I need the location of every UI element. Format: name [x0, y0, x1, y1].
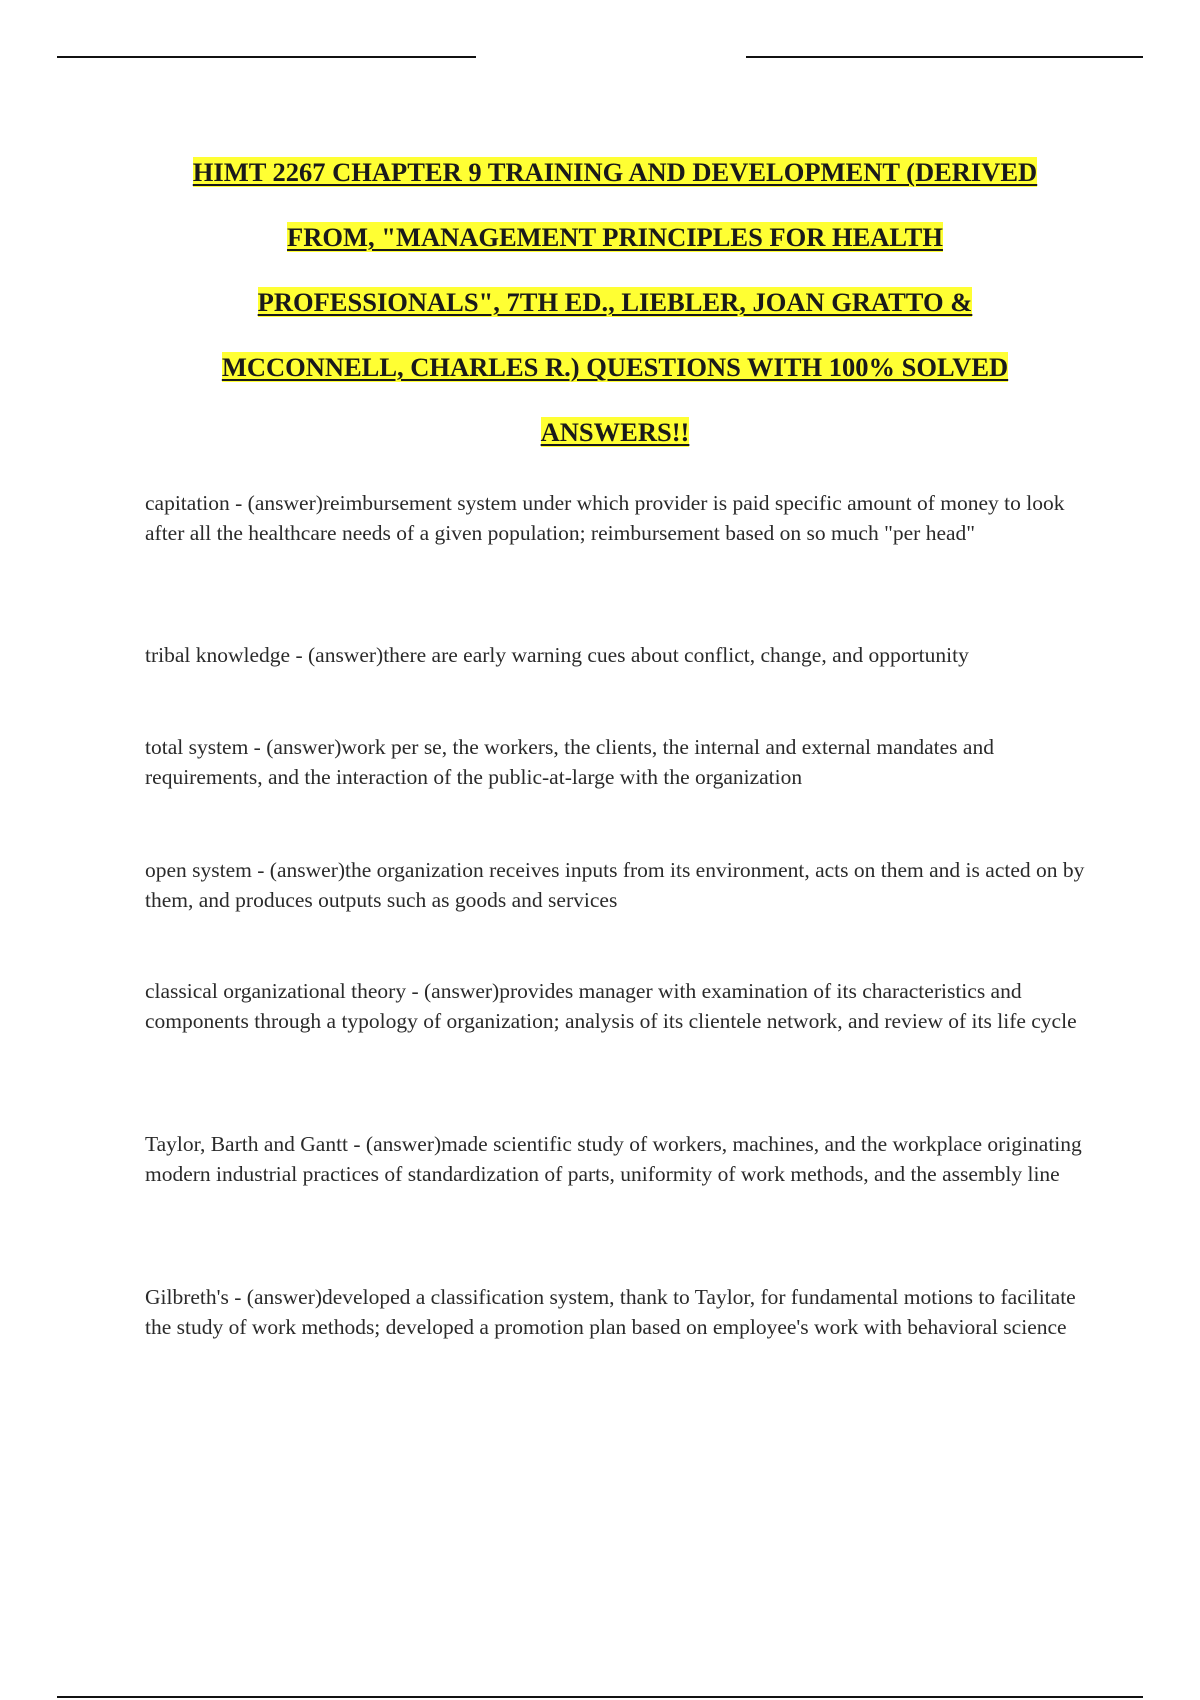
- entry-total-system: total system - (answer)work per se, the workers, the clients, the internal and external mandates and requirements, and the interaction of the public-at-large with the organization: [145, 735, 994, 789]
- header-rule-right: [746, 56, 1143, 58]
- footer-rule: [57, 1696, 1143, 1698]
- entry-taylor-barth-gantt: Taylor, Barth and Gantt - (answer)made scientific study of workers, machines, and the workplace originating modern industrial practices of standardization of parts, uniformity of work methods, and the assembly line: [145, 1132, 1082, 1186]
- title-line-3: PROFESSIONALS", 7TH ED., LIEBLER, JOAN GRATTO &: [257, 287, 973, 317]
- entry-gilbreths: Gilbreth's - (answer)developed a classification system, thank to Taylor, for fundamental motions to facilitate the study of work methods; developed a promotion plan based on employee's work with behavioral science: [145, 1285, 1076, 1339]
- document-title: [120, 140, 1110, 465]
- title-line-4: MCCONNELL, CHARLES R.) QUESTIONS WITH 100% SOLVED: [221, 352, 1009, 382]
- title-line-1: HIMT 2267 CHAPTER 9 TRAINING AND DEVELOPMENT (DERIVED: [192, 157, 1038, 187]
- title-line-5: ANSWERS!!: [540, 417, 690, 447]
- title-line-2: FROM, "MANAGEMENT PRINCIPLES FOR HEALTH: [287, 222, 943, 252]
- entry-list: [145, 488, 1095, 1342]
- entry-capitation: capitation - (answer)reimbursement system under which provider is paid specific amount of money to look after all the healthcare needs of a given population; reimbursement based on so much "per head": [145, 491, 1065, 545]
- entry-open-system: open system - (answer)the organization receives inputs from its environment, acts on them and is acted on by them, and produces outputs such as goods and services: [145, 858, 1085, 912]
- header-rule-left: [57, 56, 476, 58]
- entry-tribal-knowledge: tribal knowledge - (answer)there are early warning cues about conflict, change, and opportunity: [145, 643, 969, 667]
- entry-classical-organizational-theory: classical organizational theory - (answer)provides manager with examination of its characteristics and components through a typology of organization; analysis of its clientele network, and review of its life cycle: [145, 979, 1077, 1033]
